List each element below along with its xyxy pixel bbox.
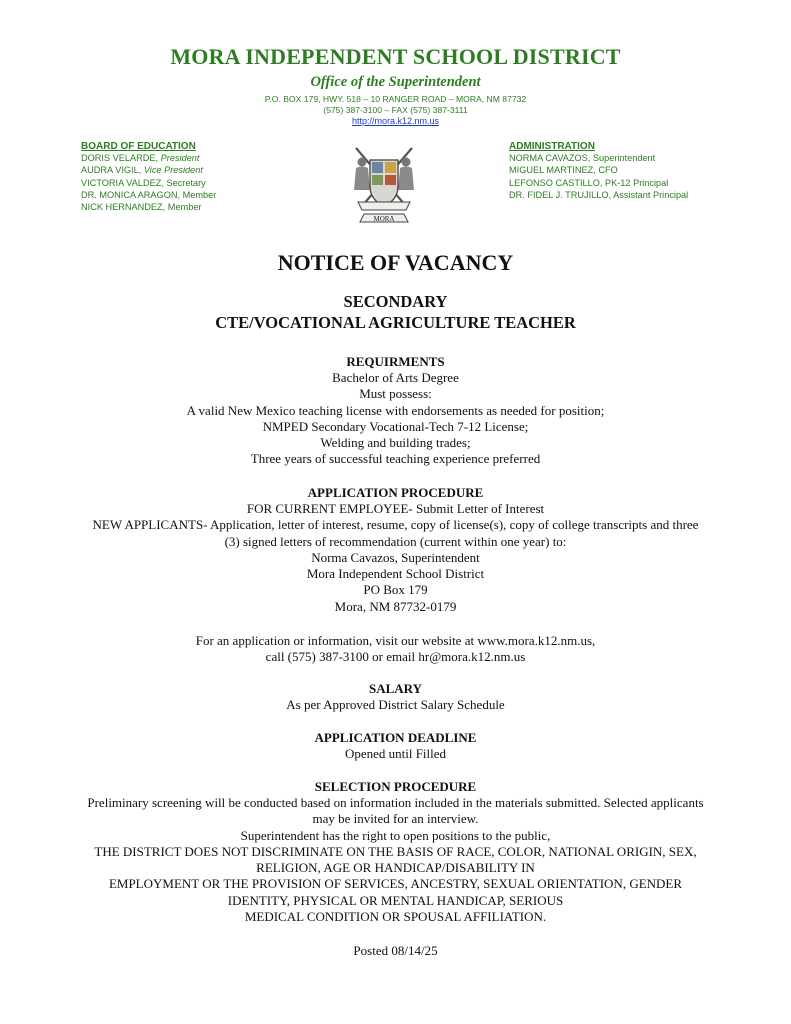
deadline-text: Opened until Filled [344,746,447,761]
requirement-line: Welding and building trades; [320,435,471,451]
contact-line-2: call (575) 387-3100 or email hr@mora.k12.nm.us [265,649,526,665]
board-of-education [81,141,216,213]
deadline-heading: APPLICATION DEADLINE [314,730,477,745]
requirement-line: A valid New Mexico teaching license with endorsements as needed for position; [186,402,605,418]
procedure-line: NEW APPLICANTS- Application, letter of interest, resume, copy of license(s), copy of college transcripts and three [92,517,699,533]
contact-line-1: For an application or information, visit our website at www.mora.k12.nm.us, [195,633,596,648]
salary-heading: SALARY [369,681,422,696]
application-procedure-heading: APPLICATION PROCEDURE [307,485,484,500]
board-member: AUDRA VIGIL, Vice President [81,165,203,176]
selection-line: EMPLOYMENT OR THE PROVISION OF SERVICES, ANCESTRY, SEXUAL ORIENTATION, GENDER [108,876,683,892]
requirement-line: NMPED Secondary Vocational-Tech 7-12 License; [262,418,529,434]
address-line: P.O. BOX 179, HWY. 518 – 10 RANGER ROAD – MORA, NM 87732 [264,94,527,104]
selection-line: Superintendent has the right to open positions to the public, [240,827,551,843]
administration [509,141,688,201]
board-member: NICK HERNANDEZ, Member [81,202,202,213]
crest-ribbon-text: MORA [373,215,395,223]
selection-line: Preliminary screening will be conducted based on information included in the materials submitted. Selected applicants [87,795,704,810]
district-name: MORA INDEPENDENT SCHOOL DISTRICT [170,44,621,69]
selection-line: IDENTITY, PHYSICAL OR MENTAL HANDICAP, SERIOUS [227,892,564,908]
procedure-line: PO Box 179 [363,582,428,598]
procedure-line: (3) signed letters of recommendation (current within one year) to: [224,533,567,549]
selection-section [0,779,791,925]
requirement-line: Bachelor of Arts Degree [332,370,459,385]
position-line-1: SECONDARY [343,292,448,311]
phone-fax-line: (575) 387-3100 – FAX (575) 387-3111 [323,105,468,115]
procedure-line: Mora Independent School District [306,566,485,582]
procedure-line: FOR CURRENT EMPLOYEE- Submit Letter of Interest [246,501,545,516]
website-link[interactable]: http://mora.k12.nm.us [351,116,440,126]
board-title: BOARD OF EDUCATION [81,141,196,152]
deadline-section [0,730,791,762]
posted-date: Posted 08/14/25 [353,943,438,958]
district-crest [348,144,420,228]
selection-line: RELIGION, AGE OR HANDICAP/DISABILITY IN [256,860,535,876]
admin-member: DR. FIDEL J. TRUJILLO, Assistant Principal [509,189,689,200]
requirements-heading: REQUIRMENTS [346,354,445,369]
requirement-line: Must possess: [359,386,432,402]
notice-title: NOTICE OF VACANCY [277,250,514,275]
board-member: VICTORIA VALDEZ, Secretary [81,177,206,188]
contact-section [0,633,791,666]
office-title: Office of the Superintendent [310,74,481,90]
requirement-line: Three years of successful teaching experience preferred [250,451,541,467]
salary-text: As per Approved District Salary Schedule [286,697,505,712]
requirements-section [0,354,791,468]
board-member: DORIS VELARDE, President [81,153,200,163]
selection-line: may be invited for an interview. [312,811,479,827]
position-line-2: CTE/VOCATIONAL AGRICULTURE TEACHER [215,313,576,332]
application-procedure-section [0,485,791,615]
salary-section [0,681,791,713]
admin-member: NORMA CAVAZOS, Superintendent [509,153,656,163]
procedure-line: Mora, NM 87732-0179 [334,598,457,614]
board-member: DR. MONICA ARAGON, Member [81,189,217,200]
admin-member: MIGUEL MARTINEZ, CFO [509,165,618,176]
administration-title: ADMINISTRATION [509,141,595,152]
admin-member: LEFONSO CASTILLO, PK-12 Principal [509,177,669,188]
selection-line: MEDICAL CONDITION OR SPOUSAL AFFILIATION. [244,909,547,925]
selection-heading: SELECTION PROCEDURE [314,779,477,794]
procedure-line: Norma Cavazos, Superintendent [311,549,480,565]
selection-line: THE DISTRICT DOES NOT DISCRIMINATE ON THE BASIS OF RACE, COLOR, NATIONAL ORIGIN, SEX, [94,843,697,859]
